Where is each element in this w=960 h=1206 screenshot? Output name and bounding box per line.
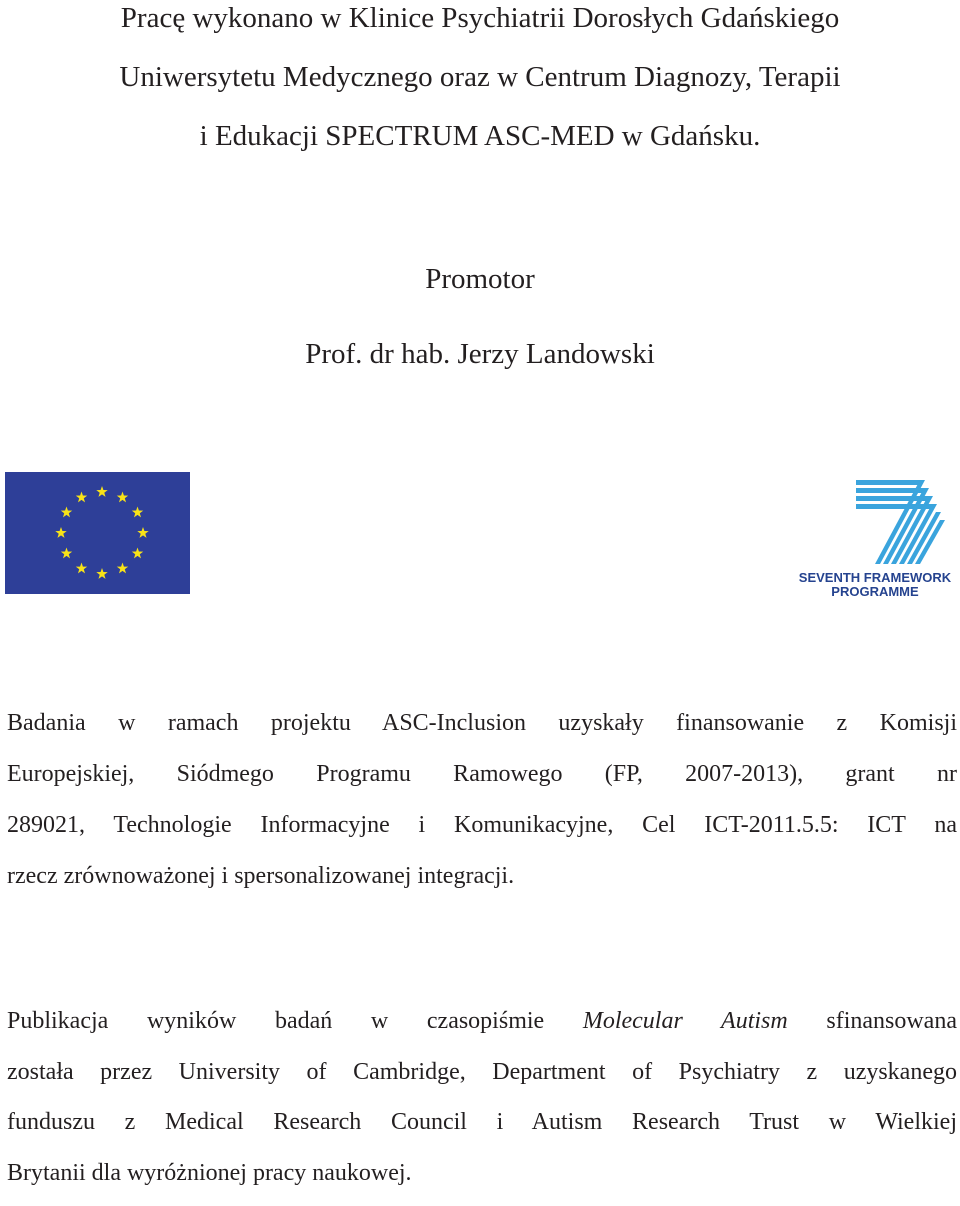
intro-line: Uniwersytetu Medycznego oraz w Centrum Diagnozy, Terapii — [0, 63, 960, 122]
publication-text: sfinansowana — [826, 1008, 957, 1034]
promotor-label: Promotor — [0, 265, 960, 294]
fp7-seven-icon — [856, 480, 945, 564]
publication-line-first — [7, 1004, 957, 1055]
intro-paragraph — [0, 4, 960, 181]
intro-line: Pracę wykonano w Klinice Psychiatrii Dorosłych Gdańskiego — [0, 4, 960, 63]
publication-text: Publikacja wyników badań w czasopiśmie — [7, 1008, 544, 1034]
fp7-logo — [796, 476, 954, 600]
publication-line: funduszu z Medical Research Council i Autism Research Trust w Wielkiej — [7, 1105, 957, 1156]
journal-name: Molecular Autism — [583, 1008, 788, 1034]
intro-line: i Edukacji SPECTRUM ASC-MED w Gdańsku. — [0, 122, 960, 181]
funding-paragraph — [7, 706, 957, 910]
publication-line: Brytanii dla wyróżnionej pracy naukowej. — [7, 1156, 957, 1206]
fp7-text-line1: SEVENTH FRAMEWORK — [799, 570, 952, 585]
publication-paragraph — [7, 1004, 957, 1206]
funding-line: rzecz zrównoważonej i spersonalizowanej integracji. — [7, 859, 957, 910]
funding-line: Europejskiej, Siódmego Programu Ramowego (FP, 2007-2013), grant nr — [7, 757, 957, 808]
promotor-name: Prof. dr hab. Jerzy Landowski — [0, 340, 960, 369]
funding-line: 289021, Technologie Informacyjne i Komunikacyjne, Cel ICT-2011.5.5: ICT na — [7, 808, 957, 859]
publication-line: została przez University of Cambridge, Department of Psychiatry z uzyskanego — [7, 1055, 957, 1106]
eu-flag-logo — [5, 472, 190, 594]
funding-line: Badania w ramach projektu ASC-Inclusion uzyskały finansowanie z Komisji — [7, 706, 957, 757]
fp7-text-line2: PROGRAMME — [831, 584, 919, 599]
